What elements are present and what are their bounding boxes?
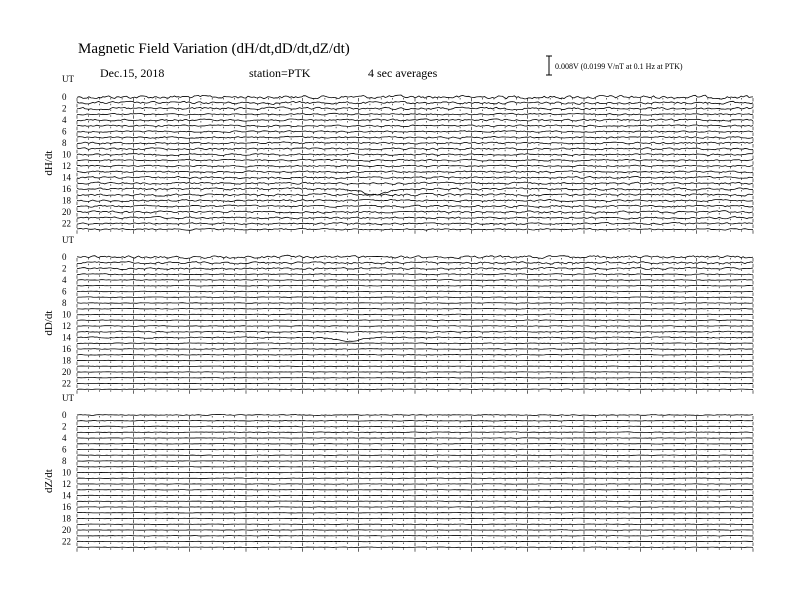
hour-label: 6: [62, 126, 67, 137]
hour-label: 20: [62, 207, 71, 217]
ut-axis-label: UT: [62, 235, 74, 245]
hour-label: 16: [62, 502, 71, 512]
trace-hour-4: [77, 119, 753, 121]
trace-hour-12: [77, 165, 753, 167]
trace-hour-13: [77, 331, 753, 332]
hour-label: 16: [62, 344, 71, 354]
trace-hour-8: [77, 303, 753, 304]
trace-hour-18: [77, 518, 753, 519]
trace-hour-22: [77, 222, 753, 224]
trace-hour-3: [77, 274, 753, 275]
hour-label: 20: [62, 525, 71, 535]
trace-hour-10: [77, 314, 753, 315]
trace-hour-19: [77, 366, 753, 367]
panel-label: dZ/dt: [43, 469, 55, 494]
trace-hour-18: [77, 199, 753, 201]
trace-hour-1: [77, 262, 753, 265]
scale-label: 0.008V (0.0199 V/nT at 0.1 Hz at PTK): [555, 62, 683, 71]
hour-label: 12: [62, 479, 71, 489]
trace-hour-4: [77, 438, 753, 439]
trace-hour-8: [77, 142, 753, 144]
hour-label: 8: [62, 298, 67, 308]
trace-hour-21: [77, 377, 753, 378]
panel-dZ-dt: [43, 393, 753, 552]
trace-hour-23: [77, 228, 753, 230]
hour-label: 8: [62, 138, 67, 148]
trace-hour-18: [77, 360, 753, 361]
trace-hour-5: [77, 125, 753, 127]
hour-label: 12: [62, 321, 71, 331]
trace-hour-16: [77, 349, 753, 350]
averaging-label: 4 sec averages: [368, 66, 438, 80]
hour-label: 18: [62, 195, 71, 206]
trace-hour-23: [77, 547, 753, 548]
trace-hour-3: [77, 113, 753, 115]
trace-hour-9: [77, 308, 753, 309]
trace-hour-5: [77, 443, 753, 444]
hour-label: 18: [62, 355, 71, 366]
hour-label: 22: [62, 378, 71, 389]
trace-hour-21: [77, 216, 753, 219]
trace-hour-21: [77, 535, 753, 536]
trace-hour-13: [77, 489, 753, 490]
trace-hour-10: [77, 472, 753, 473]
hour-label: 4: [62, 433, 67, 443]
panel-dD-dt: [43, 235, 753, 394]
chart-title: Magnetic Field Variation (dH/dt,dD/dt,dZ/dt): [78, 41, 350, 57]
hour-label: 6: [62, 444, 67, 455]
hour-label: 4: [62, 115, 67, 125]
hour-label: 10: [62, 149, 71, 160]
hour-label: 14: [62, 172, 71, 183]
hour-label: 4: [62, 275, 67, 285]
trace-hour-15: [77, 343, 753, 344]
scale-bar: [546, 56, 683, 75]
trace-hour-14: [77, 176, 753, 178]
trace-hour-13: [77, 171, 753, 173]
trace-hour-3: [77, 432, 753, 433]
hour-label: 10: [62, 467, 71, 478]
trace-hour-20: [77, 211, 753, 214]
trace-hour-17: [77, 513, 753, 514]
date-label: Dec.15, 2018: [100, 66, 165, 80]
trace-hour-14: [77, 495, 753, 496]
trace-hour-17: [77, 354, 753, 355]
trace-hour-15: [77, 501, 753, 502]
hour-label: 20: [62, 367, 71, 377]
trace-hour-7: [77, 136, 753, 138]
hour-label: 6: [62, 286, 67, 297]
trace-hour-15: [77, 182, 753, 184]
trace-hour-11: [77, 159, 753, 161]
trace-hour-1: [77, 420, 753, 421]
hour-label: 10: [62, 309, 71, 320]
trace-hour-6: [77, 131, 753, 133]
trace-hour-17: [77, 193, 753, 196]
trace-hour-10: [77, 153, 753, 155]
panel-label: dD/dt: [43, 310, 55, 336]
hour-label: 22: [62, 218, 71, 229]
trace-hour-7: [77, 455, 753, 456]
hour-label: 2: [62, 103, 67, 114]
ut-axis-label: UT: [62, 393, 74, 403]
station-label: station=PTK: [249, 66, 311, 80]
ut-axis-label: UT: [62, 74, 74, 84]
trace-hour-11: [77, 320, 753, 321]
trace-hour-7: [77, 297, 753, 298]
hour-label: 0: [62, 410, 67, 420]
hour-label: 8: [62, 456, 67, 466]
panel-label: dH/dt: [43, 150, 55, 176]
trace-hour-6: [77, 449, 753, 450]
trace-hour-9: [77, 148, 753, 150]
panel-dH-dt: [43, 74, 753, 234]
trace-hour-5: [77, 285, 753, 286]
hour-label: 2: [62, 421, 67, 432]
trace-hour-0: [77, 414, 753, 415]
trace-hour-20: [77, 530, 753, 531]
trace-hour-4: [77, 280, 753, 281]
trace-hour-20: [77, 372, 753, 373]
hour-label: 16: [62, 184, 71, 194]
trace-hour-12: [77, 326, 753, 327]
hour-label: 2: [62, 263, 67, 274]
trace-hour-6: [77, 291, 753, 292]
trace-hour-2: [77, 426, 753, 427]
hour-label: 18: [62, 513, 71, 524]
trace-hour-19: [77, 524, 753, 525]
hour-label: 22: [62, 536, 71, 547]
hour-label: 14: [62, 490, 71, 501]
hour-label: 14: [62, 332, 71, 343]
hour-label: 0: [62, 252, 67, 262]
trace-hour-19: [77, 205, 753, 207]
trace-hour-12: [77, 484, 753, 485]
trace-hour-2: [77, 267, 753, 269]
trace-hour-8: [77, 461, 753, 462]
hour-label: 0: [62, 92, 67, 102]
hour-label: 12: [62, 161, 71, 171]
